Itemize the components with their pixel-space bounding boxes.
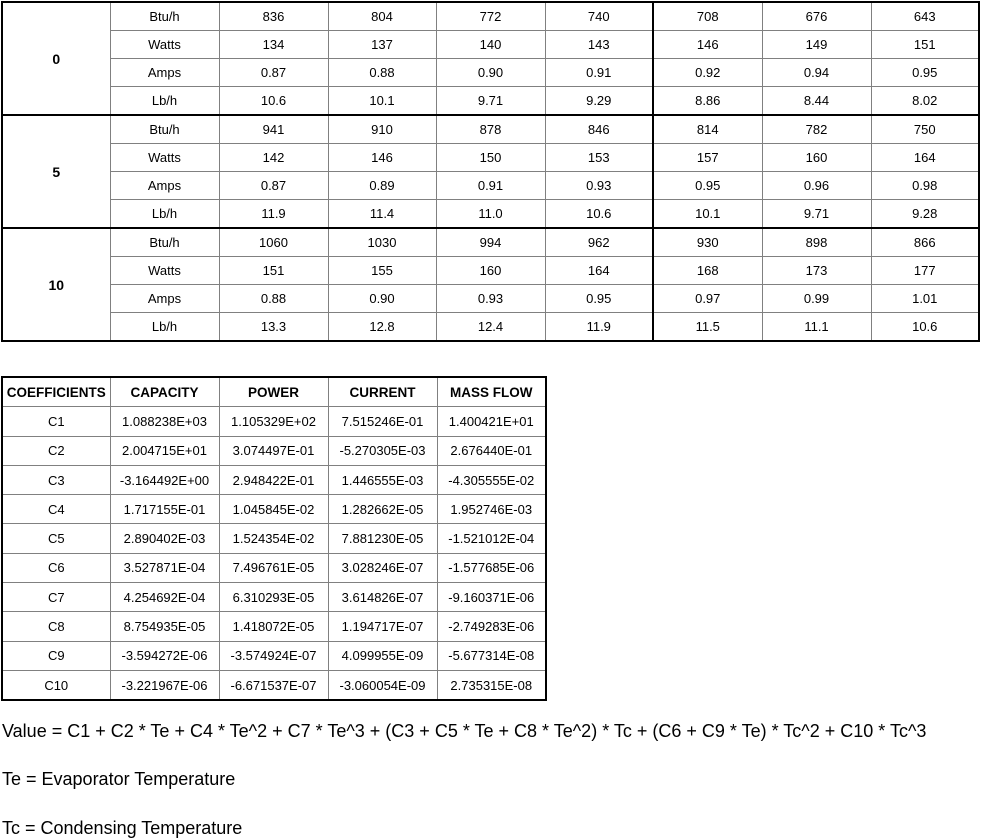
temperature-group bbox=[2, 2, 979, 115]
value-cell: 134 bbox=[219, 31, 328, 59]
value-cell: 0.96 bbox=[762, 172, 871, 200]
unit-label: Lb/h bbox=[110, 200, 219, 229]
coefficient-value: 3.028246E-07 bbox=[328, 553, 437, 582]
value-cell: 846 bbox=[545, 115, 653, 144]
coefficient-value: 2.735315E-08 bbox=[437, 670, 546, 700]
coefficient-value: 7.881230E-05 bbox=[328, 524, 437, 553]
coefficient-value: 1.400421E+01 bbox=[437, 407, 546, 436]
value-cell: 13.3 bbox=[219, 313, 328, 342]
value-cell: 12.8 bbox=[328, 313, 436, 342]
coefficient-label: C6 bbox=[2, 553, 110, 582]
performance-table bbox=[1, 1, 980, 342]
coefficient-value: 8.754935E-05 bbox=[110, 612, 219, 641]
value-cell: 0.98 bbox=[871, 172, 979, 200]
value-cell: 11.9 bbox=[545, 313, 653, 342]
value-cell: 155 bbox=[328, 257, 436, 285]
table-row bbox=[2, 495, 546, 524]
value-cell: 8.86 bbox=[653, 87, 762, 116]
value-cell: 168 bbox=[653, 257, 762, 285]
coefficient-value: 6.310293E-05 bbox=[219, 583, 328, 612]
value-cell: 173 bbox=[762, 257, 871, 285]
value-cell: 772 bbox=[436, 2, 545, 31]
value-cell: 910 bbox=[328, 115, 436, 144]
coefficient-label: C9 bbox=[2, 641, 110, 670]
value-cell: 0.99 bbox=[762, 285, 871, 313]
value-cell: 11.0 bbox=[436, 200, 545, 229]
coefficient-value: 3.614826E-07 bbox=[328, 583, 437, 612]
value-cell: 0.90 bbox=[436, 59, 545, 87]
tc-definition: Tc = Condensing Temperature bbox=[2, 818, 243, 838]
table-row bbox=[2, 2, 979, 31]
coefficient-value: 4.099955E-09 bbox=[328, 641, 437, 670]
value-cell: 9.71 bbox=[436, 87, 545, 116]
temperature-group bbox=[2, 228, 979, 341]
table-row bbox=[2, 641, 546, 670]
coefficient-label: C10 bbox=[2, 670, 110, 700]
column-header: MASS FLOW bbox=[437, 377, 546, 407]
value-cell: 177 bbox=[871, 257, 979, 285]
unit-label: Btu/h bbox=[110, 115, 219, 144]
coefficient-label: C5 bbox=[2, 524, 110, 553]
coefficient-value: 3.527871E-04 bbox=[110, 553, 219, 582]
value-cell: 11.4 bbox=[328, 200, 436, 229]
coefficient-label: C3 bbox=[2, 465, 110, 494]
coefficient-value: 2.004715E+01 bbox=[110, 436, 219, 465]
value-cell: 0.95 bbox=[545, 285, 653, 313]
coefficient-value: 1.194717E-07 bbox=[328, 612, 437, 641]
coefficient-value: 7.515246E-01 bbox=[328, 407, 437, 436]
value-cell: 878 bbox=[436, 115, 545, 144]
table-row bbox=[2, 228, 979, 257]
coefficient-value: 2.948422E-01 bbox=[219, 465, 328, 494]
coefficient-label: C8 bbox=[2, 612, 110, 641]
value-cell: 146 bbox=[653, 31, 762, 59]
value-cell: 153 bbox=[545, 144, 653, 172]
value-cell: 11.9 bbox=[219, 200, 328, 229]
table-row bbox=[2, 612, 546, 641]
value-cell: 898 bbox=[762, 228, 871, 257]
value-cell: 0.91 bbox=[436, 172, 545, 200]
table-row bbox=[2, 313, 979, 342]
table-row bbox=[2, 144, 979, 172]
temperature-label: 5 bbox=[2, 115, 110, 228]
coefficient-value: -4.305555E-02 bbox=[437, 465, 546, 494]
coefficients-table bbox=[1, 376, 547, 701]
value-cell: 0.93 bbox=[436, 285, 545, 313]
value-cell: 0.94 bbox=[762, 59, 871, 87]
table-row bbox=[2, 59, 979, 87]
value-cell: 836 bbox=[219, 2, 328, 31]
coefficient-value: -3.574924E-07 bbox=[219, 641, 328, 670]
value-cell: 740 bbox=[545, 2, 653, 31]
coefficient-value: -1.577685E-06 bbox=[437, 553, 546, 582]
table-row bbox=[2, 87, 979, 116]
value-cell: 10.6 bbox=[545, 200, 653, 229]
coefficient-value: 1.045845E-02 bbox=[219, 495, 328, 524]
coefficient-value: 1.105329E+02 bbox=[219, 407, 328, 436]
value-cell: 0.87 bbox=[219, 172, 328, 200]
value-cell: 804 bbox=[328, 2, 436, 31]
coefficient-value: -3.594272E-06 bbox=[110, 641, 219, 670]
value-cell: 782 bbox=[762, 115, 871, 144]
value-cell: 10.1 bbox=[653, 200, 762, 229]
coefficient-value: -5.270305E-03 bbox=[328, 436, 437, 465]
table-row bbox=[2, 524, 546, 553]
unit-label: Watts bbox=[110, 144, 219, 172]
value-cell: 0.88 bbox=[328, 59, 436, 87]
value-cell: 0.90 bbox=[328, 285, 436, 313]
value-cell: 994 bbox=[436, 228, 545, 257]
coefficient-label: C2 bbox=[2, 436, 110, 465]
table-row bbox=[2, 200, 979, 229]
value-cell: 750 bbox=[871, 115, 979, 144]
table-row bbox=[2, 583, 546, 612]
coefficient-value: -5.677314E-08 bbox=[437, 641, 546, 670]
table-row bbox=[2, 115, 979, 144]
table-row bbox=[2, 31, 979, 59]
coefficient-label: C1 bbox=[2, 407, 110, 436]
value-cell: 866 bbox=[871, 228, 979, 257]
coefficient-value: 1.418072E-05 bbox=[219, 612, 328, 641]
coefficient-value: -3.221967E-06 bbox=[110, 670, 219, 700]
value-cell: 8.44 bbox=[762, 87, 871, 116]
value-cell: 146 bbox=[328, 144, 436, 172]
unit-label: Amps bbox=[110, 59, 219, 87]
table-row bbox=[2, 172, 979, 200]
value-cell: 11.1 bbox=[762, 313, 871, 342]
value-cell: 0.91 bbox=[545, 59, 653, 87]
coefficient-label: C4 bbox=[2, 495, 110, 524]
value-cell: 708 bbox=[653, 2, 762, 31]
coefficient-value: -9.160371E-06 bbox=[437, 583, 546, 612]
value-cell: 150 bbox=[436, 144, 545, 172]
coefficient-value: 2.676440E-01 bbox=[437, 436, 546, 465]
value-cell: 0.87 bbox=[219, 59, 328, 87]
value-cell: 676 bbox=[762, 2, 871, 31]
value-cell: 9.29 bbox=[545, 87, 653, 116]
value-cell: 143 bbox=[545, 31, 653, 59]
value-cell: 0.88 bbox=[219, 285, 328, 313]
value-cell: 160 bbox=[436, 257, 545, 285]
equation-text: Value = C1 + C2 * Te + C4 * Te^2 + C7 * Te^3 + (C3 + C5 * Te + C8 * Te^2) * Tc + (C6 + C9 * Te) * Tc^2 + C10 * Tc^3 bbox=[2, 721, 927, 741]
table-row bbox=[2, 553, 546, 582]
value-cell: 151 bbox=[219, 257, 328, 285]
value-cell: 140 bbox=[436, 31, 545, 59]
coefficient-value: -2.749283E-06 bbox=[437, 612, 546, 641]
table-row bbox=[2, 407, 546, 436]
coefficient-value: 2.890402E-03 bbox=[110, 524, 219, 553]
table-row bbox=[2, 436, 546, 465]
value-cell: 164 bbox=[871, 144, 979, 172]
value-cell: 164 bbox=[545, 257, 653, 285]
value-cell: 160 bbox=[762, 144, 871, 172]
value-cell: 0.89 bbox=[328, 172, 436, 200]
unit-label: Amps bbox=[110, 172, 219, 200]
te-definition: Te = Evaporator Temperature bbox=[2, 769, 236, 789]
value-cell: 1030 bbox=[328, 228, 436, 257]
value-cell: 941 bbox=[219, 115, 328, 144]
coefficient-value: 1.717155E-01 bbox=[110, 495, 219, 524]
unit-label: Btu/h bbox=[110, 2, 219, 31]
value-cell: 0.93 bbox=[545, 172, 653, 200]
temperature-label: 0 bbox=[2, 2, 110, 115]
coefficient-value: -3.164492E+00 bbox=[110, 465, 219, 494]
value-cell: 137 bbox=[328, 31, 436, 59]
header-row bbox=[2, 377, 546, 407]
unit-label: Watts bbox=[110, 257, 219, 285]
value-cell: 0.95 bbox=[653, 172, 762, 200]
value-cell: 142 bbox=[219, 144, 328, 172]
unit-label: Lb/h bbox=[110, 313, 219, 342]
value-cell: 9.71 bbox=[762, 200, 871, 229]
value-cell: 0.97 bbox=[653, 285, 762, 313]
value-cell: 9.28 bbox=[871, 200, 979, 229]
value-cell: 157 bbox=[653, 144, 762, 172]
value-cell: 10.6 bbox=[219, 87, 328, 116]
table-row bbox=[2, 670, 546, 700]
coefficient-value: 1.952746E-03 bbox=[437, 495, 546, 524]
coefficient-value: 1.088238E+03 bbox=[110, 407, 219, 436]
coefficient-value: -1.521012E-04 bbox=[437, 524, 546, 553]
value-cell: 10.6 bbox=[871, 313, 979, 342]
column-header: COEFFICIENTS bbox=[2, 377, 110, 407]
coefficient-value: 1.524354E-02 bbox=[219, 524, 328, 553]
coefficient-value: 7.496761E-05 bbox=[219, 553, 328, 582]
temperature-group bbox=[2, 115, 979, 228]
coefficient-value: 4.254692E-04 bbox=[110, 583, 219, 612]
coefficient-value: -3.060054E-09 bbox=[328, 670, 437, 700]
coefficient-label: C7 bbox=[2, 583, 110, 612]
value-cell: 1.01 bbox=[871, 285, 979, 313]
value-cell: 12.4 bbox=[436, 313, 545, 342]
value-cell: 643 bbox=[871, 2, 979, 31]
unit-label: Btu/h bbox=[110, 228, 219, 257]
value-cell: 0.95 bbox=[871, 59, 979, 87]
temperature-label: 10 bbox=[2, 228, 110, 341]
value-cell: 930 bbox=[653, 228, 762, 257]
coefficient-value: 1.282662E-05 bbox=[328, 495, 437, 524]
coefficient-value: 3.074497E-01 bbox=[219, 436, 328, 465]
value-cell: 11.5 bbox=[653, 313, 762, 342]
table-row bbox=[2, 257, 979, 285]
unit-label: Watts bbox=[110, 31, 219, 59]
value-cell: 8.02 bbox=[871, 87, 979, 116]
table-row bbox=[2, 465, 546, 494]
value-cell: 10.1 bbox=[328, 87, 436, 116]
unit-label: Amps bbox=[110, 285, 219, 313]
coefficient-value: -6.671537E-07 bbox=[219, 670, 328, 700]
table-row bbox=[2, 285, 979, 313]
value-cell: 962 bbox=[545, 228, 653, 257]
coefficient-value: 1.446555E-03 bbox=[328, 465, 437, 494]
unit-label: Lb/h bbox=[110, 87, 219, 116]
column-header: POWER bbox=[219, 377, 328, 407]
value-cell: 814 bbox=[653, 115, 762, 144]
value-cell: 1060 bbox=[219, 228, 328, 257]
value-cell: 0.92 bbox=[653, 59, 762, 87]
column-header: CURRENT bbox=[328, 377, 437, 407]
column-header: CAPACITY bbox=[110, 377, 219, 407]
value-cell: 151 bbox=[871, 31, 979, 59]
value-cell: 149 bbox=[762, 31, 871, 59]
